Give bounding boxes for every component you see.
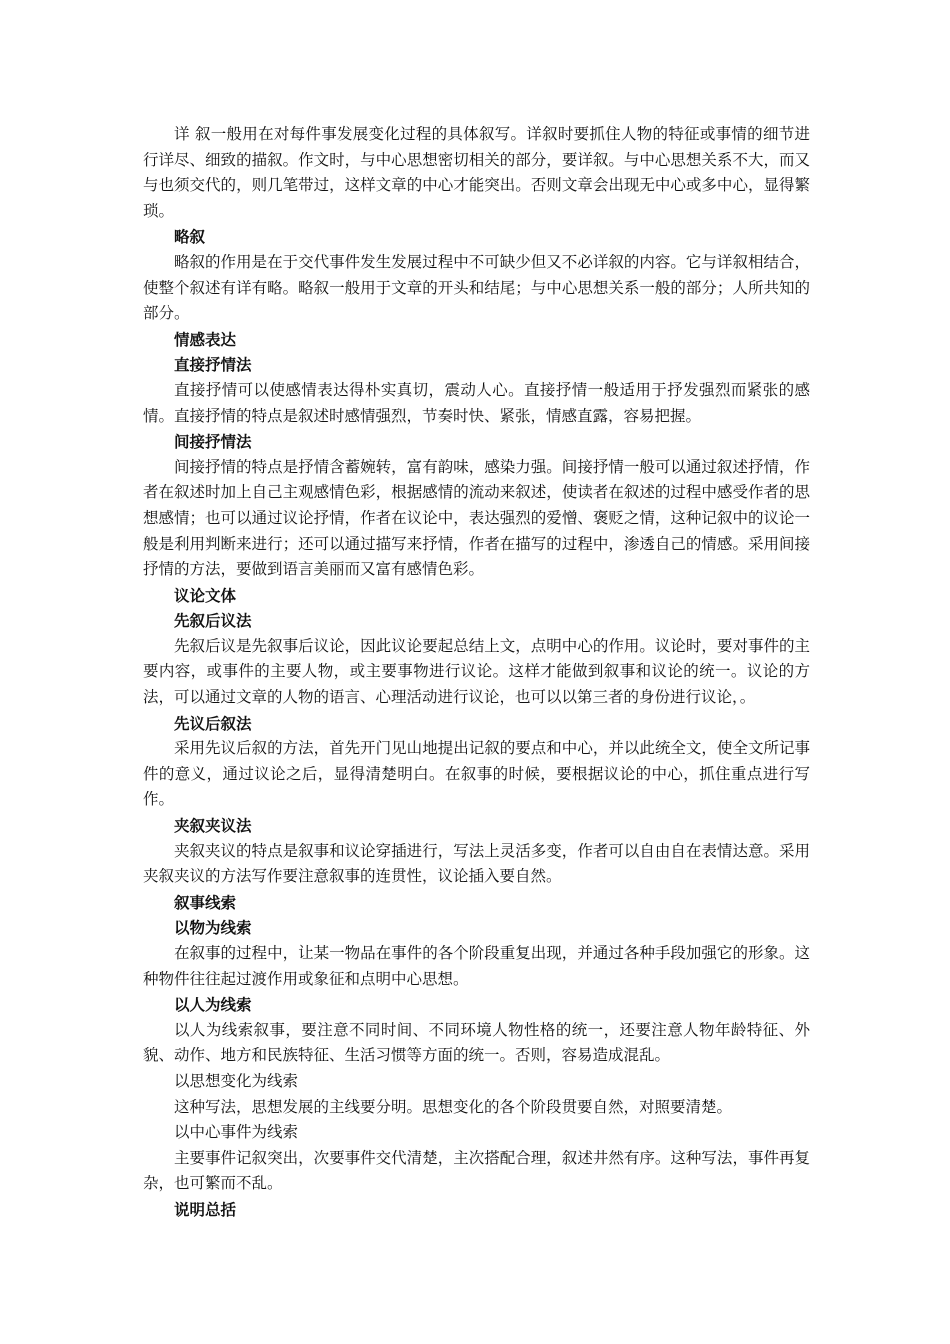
section-heading-argumentation: 议论文体 — [174, 585, 237, 605]
paragraph-central-event-clue: 主要事件记叙突出，次要事件交代清楚，主次搭配合理，叙述井然有序。这种写法，事件再复杂，也可繁而不乱。 — [143, 1148, 810, 1193]
heading-interleaved: 夹叙夹议法 — [174, 816, 252, 836]
subheading-thought-change-clue: 以思想变化为线索 — [174, 1071, 299, 1090]
section-heading-narrative-clues: 叙事线索 — [174, 892, 237, 912]
paragraph-narrate-then-argue: 先叙后议是先叙事后议论，因此议论要起总结上文，点明中心的作用。议论时，要对事件的主要内容，或事件的主要人物，或主要事物进行议论。这样才能做到叙事和议论的统一。议论的方法，可以通过文章的人物的语言、心理活动进行议论，也可以以第三者的身份进行议论，。 — [143, 636, 810, 707]
section-heading-explanation-summary: 说明总括 — [174, 1199, 237, 1219]
paragraph-argue-then-narrate: 采用先议后叙的方法，首先开门见山地提出记叙的要点和中心，并以此统全文，使全文所记事件的意义，通过议论之后，显得清楚明白。在叙事的时候，要根据议论的中心，抓住重点进行写作。 — [143, 739, 810, 809]
paragraph-interleaved: 夹叙夹议的特点是叙事和议论穿插进行，写法上灵活多变，作者可以自由自在表情达意。采用夹叙夹议的方法写作要注意叙事的连贯性，议论插入要自然。 — [143, 841, 810, 886]
paragraph-detailed-narration: 详 叙一般用在对每件事发展变化过程的具体叙写。详叙时要抓住人物的特征或事情的细节进行详尽、细致的描叙。作文时，与中心思想密切相关的部分，要详叙。与中心思想关系不大，而又与也须交代的，则几笔带过，这样文章的中心才能突出。否则文章会出现无中心或多中心，显得繁琐。 — [143, 125, 810, 220]
heading-direct-lyricism: 直接抒情法 — [174, 355, 252, 375]
paragraph-object-clue: 在叙事的过程中，让某一物品在事件的各个阶段重复出现，并通过各种手段加强它的形象。这种物件往往起过渡作用或象征和点明中心思想。 — [143, 944, 810, 988]
heading-argue-then-narrate: 先议后叙法 — [174, 713, 252, 733]
paragraph-indirect-lyricism: 间接抒情的特点是抒情含蓄婉转，富有韵味，感染力强。间接抒情一般可以通过叙述抒情，作者在叙述时加上自己主观感情色彩，根据感情的流动来叙述，使读者在叙述的过程中感受作者的思想感情；也可以通过议论抒情，作者在议论中，表达强烈的爱憎、褒贬之情，这种记叙中的议论一般是利用判断来进行；还可以通过描写来抒情，作者在描写的过程中，渗透自己的情感。采用间接抒情的方法，要做到语言美丽而又富有感情色彩。 — [143, 457, 810, 579]
heading-brief-narration: 略叙 — [174, 227, 206, 247]
section-heading-emotional-expression: 情感表达 — [174, 329, 237, 349]
subheading-central-event-clue: 以中心事件为线索 — [174, 1123, 299, 1142]
paragraph-thought-change-clue: 这种写法，思想发展的主线要分明。思想变化的各个阶段贯要自然，对照要清楚。 — [174, 1097, 733, 1116]
heading-narrate-then-argue: 先叙后议法 — [174, 611, 252, 631]
heading-person-clue: 以人为线索 — [174, 995, 252, 1015]
heading-object-clue: 以物为线索 — [174, 918, 252, 938]
document-body — [143, 122, 810, 1223]
paragraph-person-clue: 以人为线索叙事，要注意不同时间、不同环境人物性格的统一，还要注意人物年龄特征、外貌、动作、地方和民族特征、生活习惯等方面的统一。否则，容易造成混乱。 — [143, 1020, 810, 1065]
paragraph-direct-lyricism: 直接抒情可以使感情表达得朴实真切，震动人心。直接抒情一般适用于抒发强烈而紧张的感情。直接抒情的特点是叙述时感情强烈，节奏时快、紧张，情感直露，容易把握。 — [143, 380, 810, 425]
paragraph-brief-narration: 略叙的作用是在于交代事件发生发展过程中不可缺少但又不必详叙的内容。它与详叙相结合，使整个叙述有详有略。略叙一般用于文章的开头和结尾；与中心思想关系一般的部分；人所共知的部分。 — [143, 252, 810, 323]
heading-indirect-lyricism: 间接抒情法 — [174, 432, 252, 452]
